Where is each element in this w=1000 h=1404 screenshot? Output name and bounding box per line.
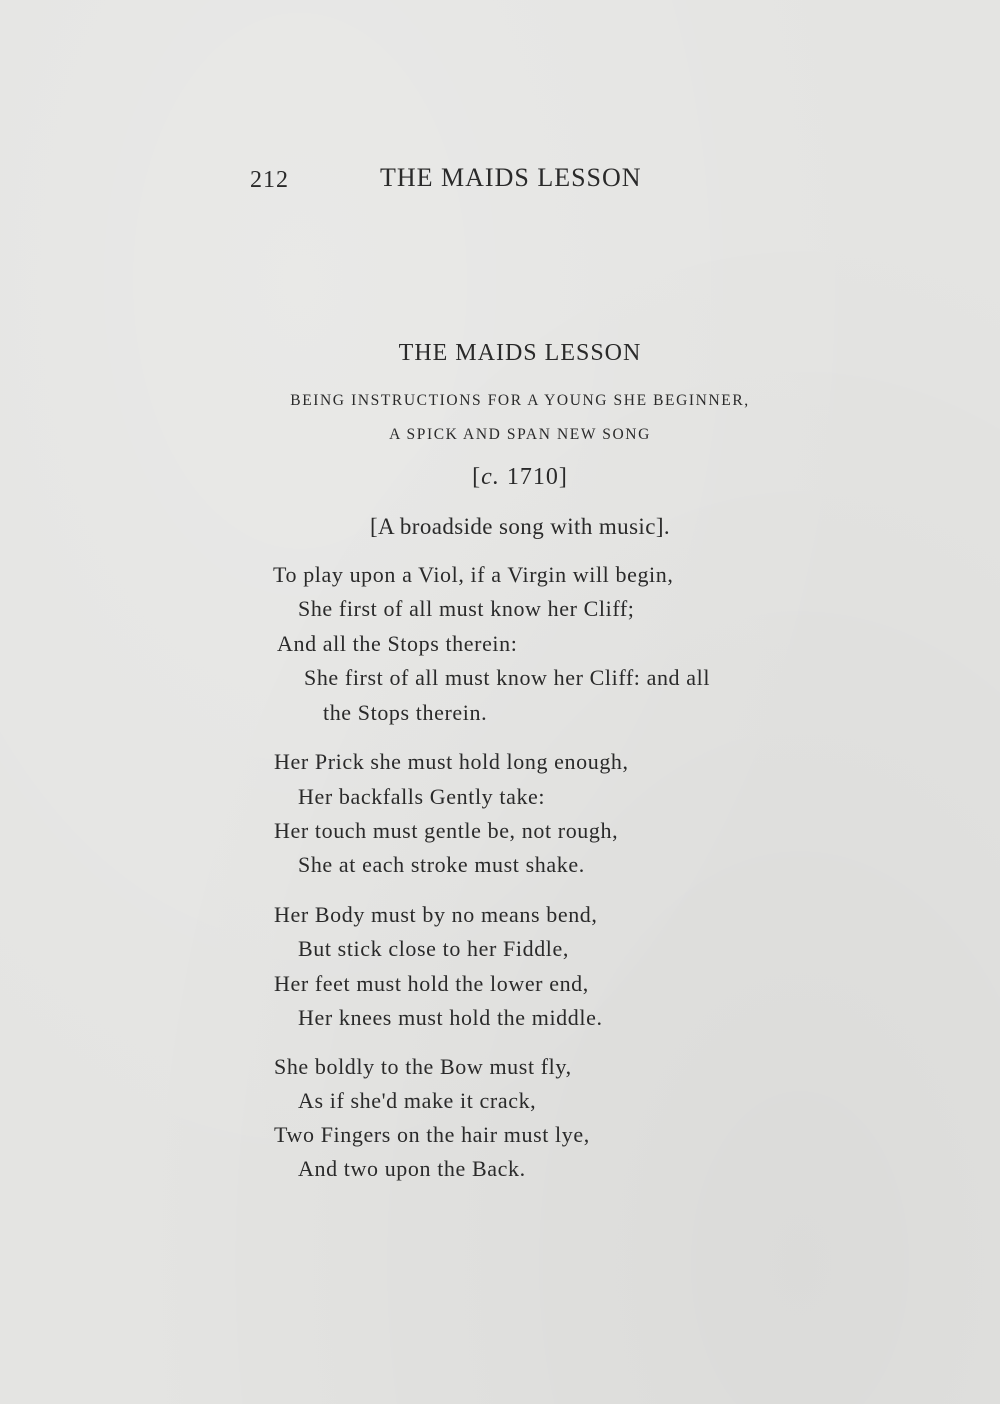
page-number: 212 <box>250 167 289 193</box>
running-title: THE MAIDS LESSON <box>380 163 642 192</box>
song-note: [A broadside song with music]. <box>369 514 671 539</box>
running-head <box>250 163 650 197</box>
verse-line: Her Prick she must hold long enough, <box>274 749 629 774</box>
song-title: THE MAIDS LESSON <box>398 340 642 366</box>
verse-line: And all the Stops therein: <box>277 631 518 656</box>
verse-line: But stick close to her Fiddle, <box>298 936 569 961</box>
verse-line: Two Fingers on the hair must lye, <box>274 1122 590 1147</box>
verse-line: Her knees must hold the middle. <box>298 1005 603 1030</box>
song-subtitle-line-1: BEING INSTRUCTIONS FOR A YOUNG SHE BEGINNER, <box>290 392 750 409</box>
song-subtitle-line-2: A SPICK AND SPAN NEW SONG <box>389 426 651 443</box>
verse-line: And two upon the Back. <box>298 1156 526 1181</box>
verse-line: She first of all must know her Cliff; <box>298 596 635 621</box>
verse-line: She boldly to the Bow must fly, <box>274 1054 572 1079</box>
verse-line: To play upon a Viol, if a Virgin will begin, <box>273 562 674 587</box>
verse-line: Her Body must by no means bend, <box>274 902 598 927</box>
verse-line: She first of all must know her Cliff: and all <box>304 665 711 690</box>
verse-line: Her touch must gentle be, not rough, <box>274 818 619 843</box>
verse-line: the Stops therein. <box>323 700 488 725</box>
verse-line: As if she'd make it crack, <box>298 1088 537 1113</box>
song-date: [c. 1710] <box>472 464 568 490</box>
verse-line: Her feet must hold the lower end, <box>274 971 589 996</box>
verse-line: Her backfalls Gently take: <box>298 784 546 809</box>
verse-line: She at each stroke must shake. <box>298 852 585 877</box>
